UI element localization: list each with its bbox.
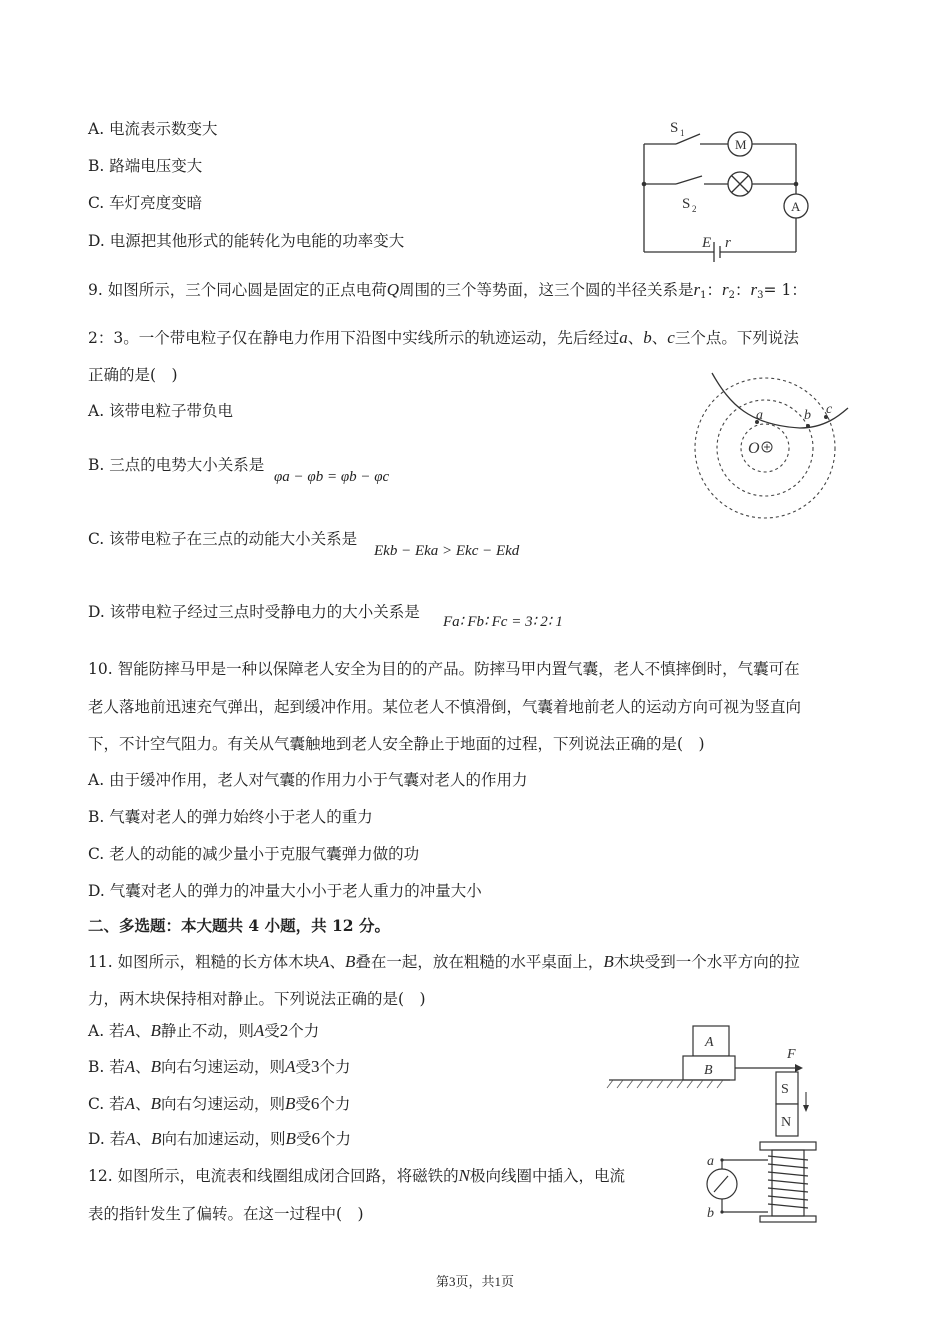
- s2-label: S: [682, 196, 691, 212]
- q8-option-d: D. 电源把其他形式的能转化为电能的功率变大: [88, 232, 405, 250]
- q10-stem-line2: 老人落地前迅速充气弹出，起到缓冲作用。某位老人不慎滑倒，气囊着地前老人的运动方向可视为竖直向: [88, 698, 802, 716]
- q11-option-c: C. 若A、B向右匀速运动，则B受6个力: [88, 1094, 351, 1113]
- q9-stem-line3: 正确的是( ): [88, 366, 178, 384]
- q8-option-b: B. 路端电压变大: [88, 157, 203, 175]
- q9-option-a: A. 该带电粒子带负电: [88, 402, 234, 420]
- q9-stem-line1: 9. 如图所示，三个同心圆是固定的正点电荷Q周围的三个等势面，这三个圆的半径关系是$r_1$：$r_2$：$r_3= 1$：: [88, 280, 807, 301]
- terminal-a-label: a: [707, 1154, 714, 1169]
- fig-a-label: a: [756, 408, 763, 423]
- s1-label: S: [670, 120, 679, 136]
- q10-stem-line3: 下，不计空气阻力。有关从气囊触地到老人安全静止于地面的过程，下列说法正确的是( ): [88, 735, 705, 753]
- q8-option-c: C. 车灯亮度变暗: [88, 194, 203, 212]
- q10-option-b: B. 气囊对老人的弹力始终小于老人的重力: [88, 808, 373, 826]
- ammeter-label: A: [791, 199, 801, 214]
- q9-option-c-formula: Ekb − Eka > Ekc − Ekd: [374, 543, 520, 559]
- q10-option-a: A. 由于缓冲作用，老人对气囊的作用力小于气囊对老人的作用力: [88, 771, 528, 789]
- q11-stem-line1: 11. 如图所示，粗糙的长方体木块A、B叠在一起，放在粗糙的水平桌面上，B木块受到一个水平方向的拉: [88, 952, 800, 971]
- q9-option-d: D. 该带电粒子经过三点时受静电力的大小关系是: [88, 603, 420, 621]
- q10-stem-line1: 10. 智能防摔马甲是一种以保障老人安全为目的的产品。防摔马甲内置气囊，老人不慎摔倒时，气囊可在: [88, 660, 800, 678]
- block-a-label: A: [705, 1035, 714, 1050]
- section-title: 二、多选题：本大题共 4 小题，共 12 分。: [88, 916, 390, 935]
- q9-equipotential-figure: [690, 370, 850, 530]
- q12-stem-line2: 表的指针发生了偏转。在这一过程中( ): [88, 1205, 364, 1223]
- block-b-label: B: [704, 1063, 713, 1078]
- q9-option-c: C. 该带电粒子在三点的动能大小关系是: [88, 530, 358, 548]
- s2-sub: 2: [692, 204, 697, 214]
- q11-option-a: A. 若A、B静止不动，则A受2个力: [88, 1021, 320, 1040]
- terminal-b-label: b: [707, 1206, 714, 1221]
- q9-stem-line2: 2：3。一个带电粒子仅在静电力作用下沿图中实线所示的轨迹运动，先后经过a、b、c三个点。下列说法: [88, 328, 799, 347]
- page-footer: 第3页，共1页: [435, 1274, 514, 1289]
- s1-sub: 1: [680, 128, 685, 138]
- fig-b-label: b: [804, 408, 811, 423]
- fig-c-label: c: [826, 402, 833, 417]
- q11-option-d: D. 若A、B向右加速运动，则B受6个力: [88, 1129, 351, 1148]
- emf-label: E: [702, 235, 712, 251]
- magnet-s-label: S: [781, 1082, 789, 1097]
- r-label: r: [725, 235, 731, 251]
- q12-coil-figure: [690, 1070, 830, 1230]
- motor-label: M: [735, 137, 747, 152]
- q11-stem-line2: 力，两木块保持相对静止。下列说法正确的是( ): [88, 990, 426, 1008]
- q11-option-b: B. 若A、B向右匀速运动，则A受3个力: [88, 1057, 351, 1076]
- fig-o-label: O: [748, 440, 760, 457]
- q9-option-b: B. 三点的电势大小关系是: [88, 456, 265, 474]
- q10-option-d: D. 气囊对老人的弹力的冲量大小小于老人重力的冲量大小: [88, 882, 482, 900]
- magnet-n-label: N: [781, 1115, 792, 1130]
- q10-option-c: C. 老人的动能的减少量小于克服气囊弹力做的功: [88, 845, 420, 863]
- q8-option-a: A. 电流表示数变大: [88, 120, 218, 138]
- q8-circuit-figure: [630, 112, 820, 262]
- q9-option-b-formula: φa − φb = φb − φc: [274, 469, 390, 485]
- force-f-label: F: [787, 1047, 796, 1062]
- q12-stem-line1: 12. 如图所示，电流表和线圈组成闭合回路，将磁铁的N极向线圈中插入，电流: [88, 1166, 625, 1185]
- q9-option-d-formula: Fa∶ Fb∶ Fc = 3∶ 2∶ 1: [443, 614, 563, 630]
